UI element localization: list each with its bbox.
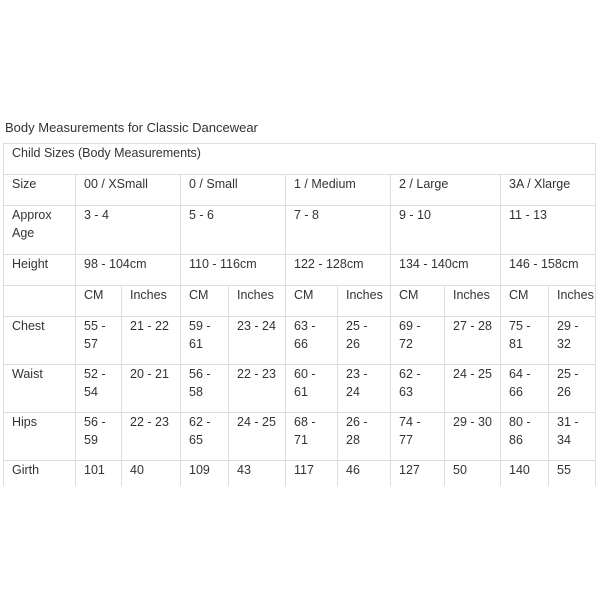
unit-cm-header: CM [286, 286, 338, 317]
measurement-cell: 56 - 59 [76, 413, 122, 461]
unit-cm-header: CM [501, 286, 549, 317]
size-chart-frame [0, 114, 600, 486]
measurement-cell: 117 [286, 461, 338, 487]
measurement-cell: 25 - 26 [338, 317, 391, 365]
measurement-cell: 23 - 24 [338, 365, 391, 413]
measurement-cell: 62 - 63 [391, 365, 445, 413]
measurement-cell: 62 - 65 [181, 413, 229, 461]
measurement-row [4, 365, 596, 413]
age-label: Approx Age [4, 206, 76, 255]
size-row [4, 175, 596, 206]
age-cell: 3 - 4 [76, 206, 181, 255]
measurement-cell: 68 - 71 [286, 413, 338, 461]
unit-inches-header: Inches [549, 286, 596, 317]
measurement-cell: 24 - 25 [229, 413, 286, 461]
measurement-row [4, 317, 596, 365]
measurement-label: Waist [4, 365, 76, 413]
measurement-cell: 24 - 25 [445, 365, 501, 413]
age-cell: 5 - 6 [181, 206, 286, 255]
size-chart-table [3, 143, 596, 486]
unit-inches-header: Inches [122, 286, 181, 317]
measurement-cell: 140 [501, 461, 549, 487]
measurement-cell: 26 - 28 [338, 413, 391, 461]
measurement-cell: 50 [445, 461, 501, 487]
measurement-row [4, 413, 596, 461]
unit-inches-header: Inches [338, 286, 391, 317]
measurement-label: Girth [4, 461, 76, 487]
measurement-cell: 29 - 30 [445, 413, 501, 461]
measurement-cell: 80 - 86 [501, 413, 549, 461]
unit-cm-header: CM [391, 286, 445, 317]
measurement-cell: 29 - 32 [549, 317, 596, 365]
size-cell: 2 / Large [391, 175, 501, 206]
height-cell: 146 - 158cm [501, 255, 596, 286]
measurement-cell: 27 - 28 [445, 317, 501, 365]
unit-inches-header: Inches [229, 286, 286, 317]
measurement-cell: 59 - 61 [181, 317, 229, 365]
measurement-cell: 75 - 81 [501, 317, 549, 365]
measurement-cell: 21 - 22 [122, 317, 181, 365]
height-row [4, 255, 596, 286]
size-label: Size [4, 175, 76, 206]
unit-cm-header: CM [76, 286, 122, 317]
units-blank [4, 286, 76, 317]
measurement-cell: 43 [229, 461, 286, 487]
measurement-label: Chest [4, 317, 76, 365]
age-cell: 9 - 10 [391, 206, 501, 255]
measurement-cell: 60 - 61 [286, 365, 338, 413]
age-row [4, 206, 596, 255]
measurement-cell: 101 [76, 461, 122, 487]
size-cell: 3A / Xlarge [501, 175, 596, 206]
measurement-cell: 55 [549, 461, 596, 487]
measurement-cell: 52 - 54 [76, 365, 122, 413]
measurement-label: Hips [4, 413, 76, 461]
height-cell: 98 - 104cm [76, 255, 181, 286]
measurement-cell: 40 [122, 461, 181, 487]
measurement-cell: 55 - 57 [76, 317, 122, 365]
measurement-cell: 109 [181, 461, 229, 487]
measurement-cell: 20 - 21 [122, 365, 181, 413]
measurement-cell: 31 - 34 [549, 413, 596, 461]
table-caption: Body Measurements for Classic Dancewear [5, 120, 258, 135]
size-cell: 0 / Small [181, 175, 286, 206]
height-cell: 110 - 116cm [181, 255, 286, 286]
measurement-cell: 74 - 77 [391, 413, 445, 461]
measurement-cell: 56 - 58 [181, 365, 229, 413]
measurement-cell: 69 - 72 [391, 317, 445, 365]
size-cell: 1 / Medium [286, 175, 391, 206]
age-cell: 7 - 8 [286, 206, 391, 255]
measurement-cell: 64 - 66 [501, 365, 549, 413]
unit-cm-header: CM [181, 286, 229, 317]
measurement-cell: 127 [391, 461, 445, 487]
measurement-cell: 46 [338, 461, 391, 487]
size-cell: 00 / XSmall [76, 175, 181, 206]
height-cell: 134 - 140cm [391, 255, 501, 286]
units-row [4, 286, 596, 317]
table-title-row [4, 144, 596, 175]
unit-inches-header: Inches [445, 286, 501, 317]
measurement-row [4, 461, 596, 487]
table-title: Child Sizes (Body Measurements) [4, 144, 596, 175]
height-label: Height [4, 255, 76, 286]
measurement-cell: 23 - 24 [229, 317, 286, 365]
measurement-cell: 22 - 23 [122, 413, 181, 461]
measurement-cell: 22 - 23 [229, 365, 286, 413]
age-cell: 11 - 13 [501, 206, 596, 255]
measurement-cell: 25 - 26 [549, 365, 596, 413]
height-cell: 122 - 128cm [286, 255, 391, 286]
measurement-cell: 63 - 66 [286, 317, 338, 365]
